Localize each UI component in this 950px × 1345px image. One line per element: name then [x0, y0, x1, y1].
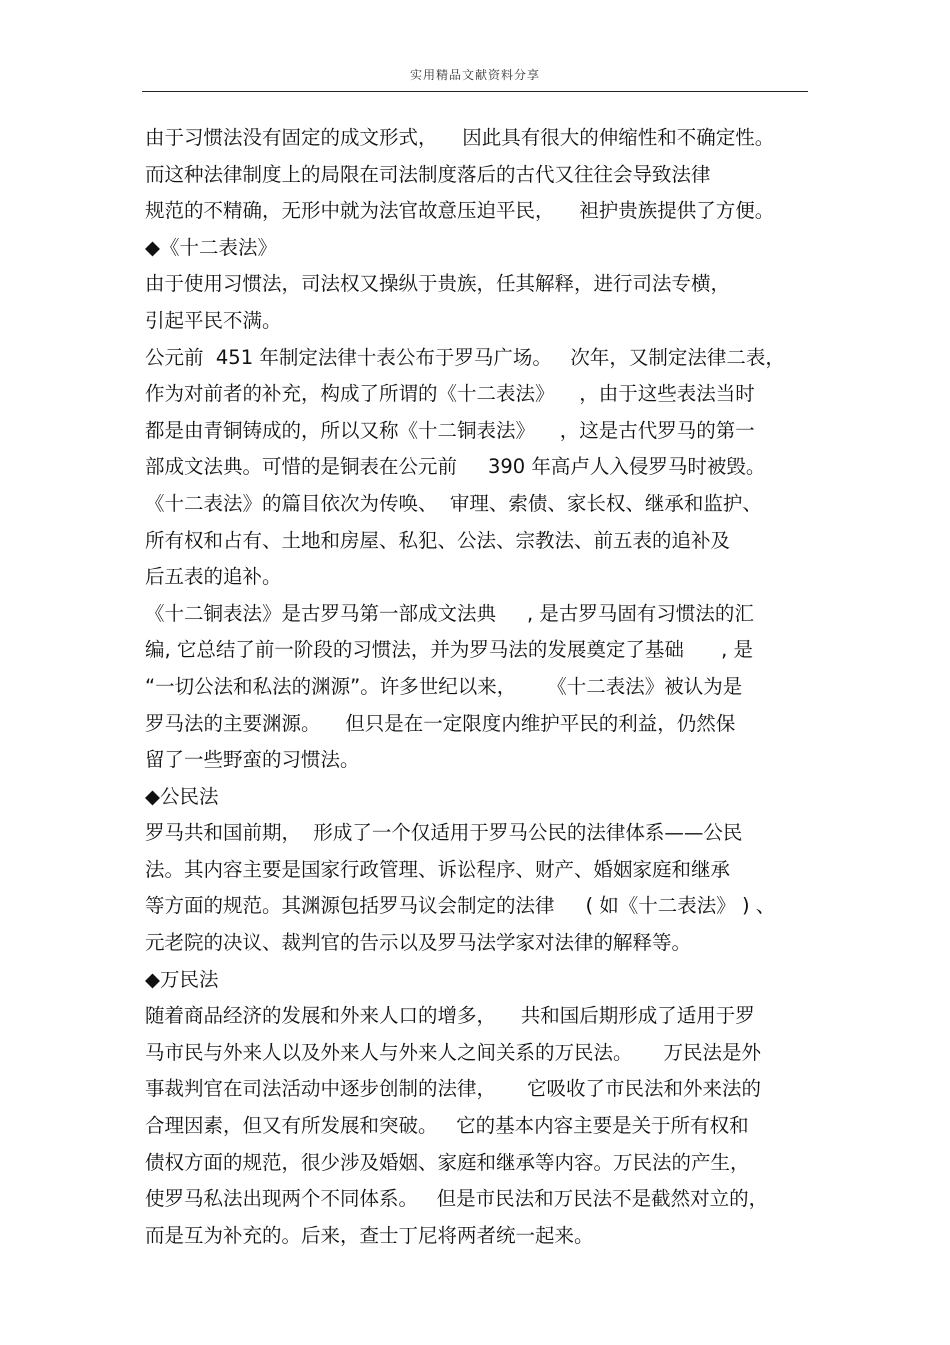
text-line: 规范的不精确，无形中就为法官故意压迫平民， 袒护贵族提供了方便。	[145, 199, 775, 223]
text-line: 罗马法的主要渊源。 但只是在一定限度内维护平民的利益，仍然保	[145, 711, 736, 735]
text-line: 由于习惯法没有固定的成文形式， 因此具有很大的伸缩性和不确定性。	[145, 126, 775, 149]
text-line: 法。其内容主要是国家行政管理、诉讼程序、财产、婚姻家庭和继承	[145, 857, 731, 881]
section-heading-law-of-nations: ◆万民法	[145, 967, 219, 991]
text-line: 随着商品经济的发展和外来人口的增多， 共和国后期形成了适用于罗	[145, 1004, 755, 1028]
text-line: 引起平民不满。	[145, 308, 282, 332]
text-line: 作为对前者的补充，构成了所谓的《十二表法》 ，由于这些表法当时	[145, 382, 755, 406]
text-line: 等方面的规范。其渊源包括罗马议会制定的法律 ( 如《十二表法》 ) 、	[145, 894, 776, 918]
text-line: “一切公法和私法的渊源”。许多世纪以来， 《十二表法》被认为是	[145, 674, 743, 698]
text-line: 元老院的决议、裁判官的告示以及罗马法学家对法律的解释等。	[145, 931, 692, 955]
section-heading-twelve-tables: ◆《十二表法》	[145, 235, 277, 259]
text-line: 都是由青铜铸成的，所以又称《十二铜表法》 ，这是古代罗马的第一	[145, 418, 755, 442]
header-divider	[142, 91, 808, 92]
section-heading-civil-law: ◆公民法	[145, 784, 219, 808]
text-line: 罗马共和国前期， 形成了一个仅适用于罗马公民的法律体系——公民	[145, 821, 743, 845]
text-line: 后五表的追补。	[145, 565, 282, 589]
text-line: 公元前 451 年制定法律十表公布于罗马广场。 次年，又制定法律二表，	[145, 345, 785, 369]
text-line: 《十二铜表法》是古罗马第一部成文法典 , 是古罗马固有习惯法的汇	[145, 601, 754, 625]
text-line: 由于使用习惯法，司法权又操纵于贵族，任其解释，进行司法专横，	[145, 272, 731, 296]
text-line: 《十二表法》的篇目依次为传唤、 审理、索债、家长权、继承和监护、	[145, 491, 762, 515]
text-line: 事裁判官在司法活动中逐步创制的法律， 它吸收了市民法和外来法的	[145, 1077, 761, 1101]
text-line: 马市民与外来人以及外来人与外来人之间关系的万民法。 万民法是外	[145, 1040, 761, 1064]
text-line: 留了一些野蛮的习惯法。	[145, 748, 360, 772]
text-line: 债权方面的规范，很少涉及婚姻、家庭和继承等内容。万民法的产生，	[145, 1150, 750, 1174]
text-line: 编, 它总结了前一阶段的习惯法，并为罗马法的发展奠定了基础 , 是	[145, 638, 753, 662]
document-body	[145, 120, 805, 1254]
text-line: 所有权和占有、土地和房屋、私犯、公法、宗教法、前五表的追补及	[145, 528, 731, 552]
text-line: 部成文法典。可惜的是铜表在公元前 390 年高卢人入侵罗马时被毁。	[145, 455, 766, 479]
text-line: 合理因素，但又有所发展和突破。 它的基本内容主要是关于所有权和	[145, 1114, 749, 1138]
text-line: 而这种法律制度上的局限在司法制度落后的古代又往往会导致法律	[145, 162, 711, 186]
text-line: 而是互为补充的。后来，查士丁尼将两者统一起来。	[145, 1223, 594, 1247]
text-line: 使罗马私法出现两个不同体系。 但是市民法和万民法不是截然对立的，	[145, 1187, 769, 1211]
page-header: 实用精品文献资料分享	[409, 68, 540, 82]
